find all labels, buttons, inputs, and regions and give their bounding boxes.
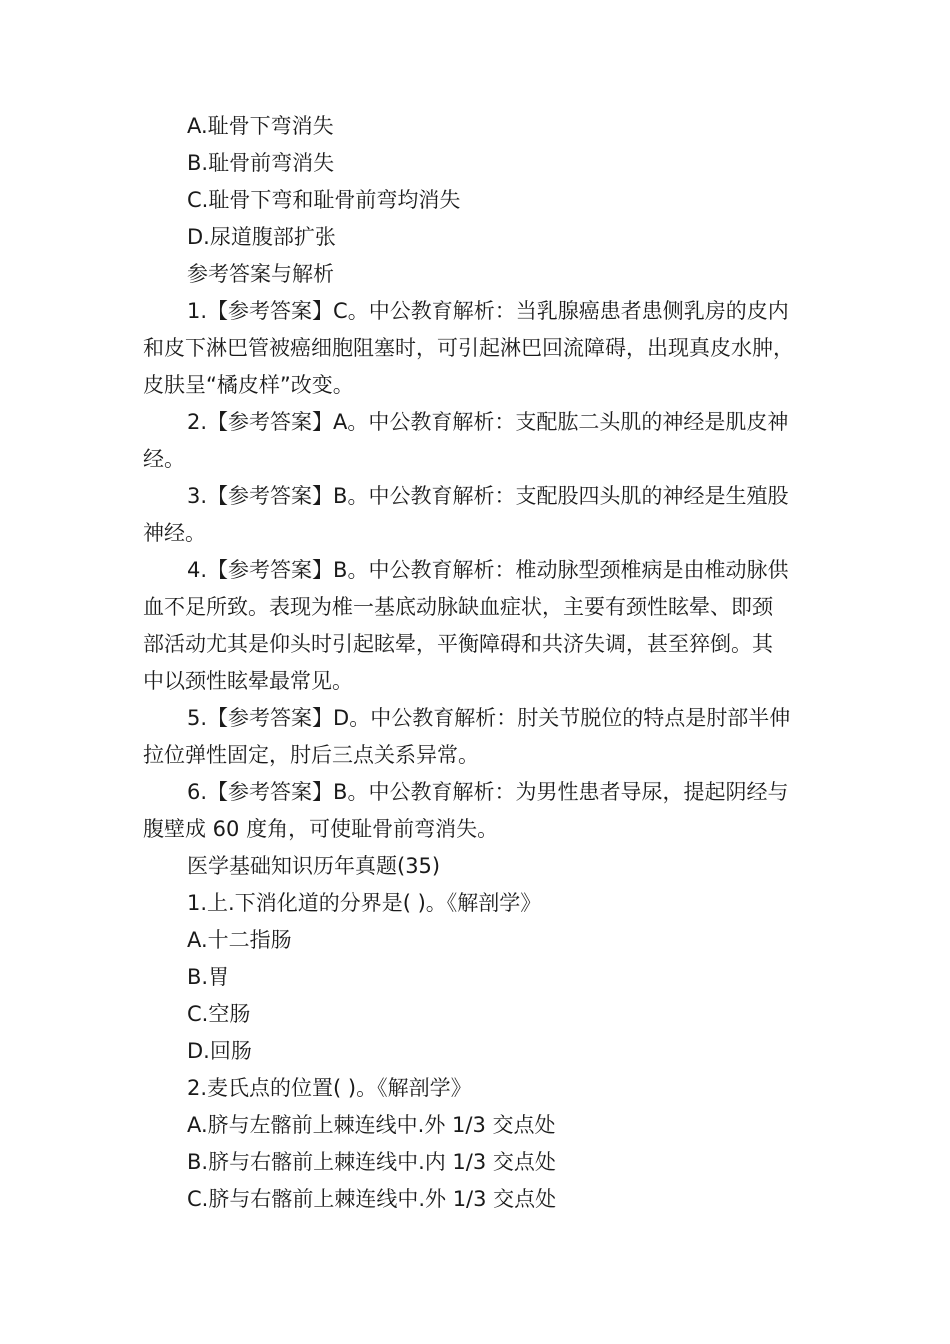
answer-line: 6.【参考答案】B。中公教育解析：为男性患者导尿，提起阴经与: [187, 780, 789, 804]
option-line: C.空肠: [187, 1002, 251, 1026]
option-line: A.脐与左髂前上棘连线中.外 1/3 交点处: [187, 1113, 556, 1137]
answer-line: 部活动尤其是仰头时引起眩晕，平衡障碍和共济失调，甚至猝倒。其: [143, 632, 773, 656]
answer-line: 3.【参考答案】B。中公教育解析：支配股四头肌的神经是生殖股: [187, 484, 789, 508]
question-line: 2.麦氏点的位置( )。《解剖学》: [187, 1076, 472, 1100]
answer-line: 经。: [143, 447, 185, 471]
option-line: C.耻骨下弯和耻骨前弯均消失: [187, 188, 461, 212]
question-line: 1.上.下消化道的分界是( )。《解剖学》: [187, 891, 542, 915]
option-line: B.耻骨前弯消失: [187, 151, 335, 175]
option-line: A.耻骨下弯消失: [187, 114, 334, 138]
answer-line: 皮肤呈“橘皮样”改变。: [143, 373, 354, 397]
answer-line: 4.【参考答案】B。中公教育解析：椎动脉型颈椎病是由椎动脉供: [187, 558, 789, 582]
section-heading: 医学基础知识历年真题(35): [187, 854, 441, 878]
answer-line: 神经。: [143, 521, 206, 545]
option-line: C.脐与右髂前上棘连线中.外 1/3 交点处: [187, 1187, 557, 1211]
answer-line: 2.【参考答案】A。中公教育解析：支配肱二头肌的神经是肌皮神: [187, 410, 789, 434]
option-line: B.脐与右髂前上棘连线中.内 1/3 交点处: [187, 1150, 556, 1174]
answer-line: 中以颈性眩晕最常见。: [143, 669, 353, 693]
answer-line: 血不足所致。表现为椎一基底动脉缺血症状，主要有颈性眩晕、即颈: [143, 595, 773, 619]
option-line: D.尿道腹部扩张: [187, 225, 336, 249]
section-heading: 参考答案与解析: [187, 262, 334, 286]
option-line: D.回肠: [187, 1039, 252, 1063]
answer-line: 5.【参考答案】D。中公教育解析：肘关节脱位的特点是肘部半伸: [187, 706, 791, 730]
answer-line: 1.【参考答案】C。中公教育解析：当乳腺癌患者患侧乳房的皮内: [187, 299, 789, 323]
answer-line: 腹壁成 60 度角，可使耻骨前弯消失。: [143, 817, 499, 841]
option-line: B.胃: [187, 965, 230, 989]
option-line: A.十二指肠: [187, 928, 292, 952]
answer-line: 拉位弹性固定，肘后三点关系异常。: [143, 743, 479, 767]
answer-line: 和皮下淋巴管被癌细胞阻塞时，可引起淋巴回流障碍，出现真皮水肿，: [143, 336, 794, 360]
